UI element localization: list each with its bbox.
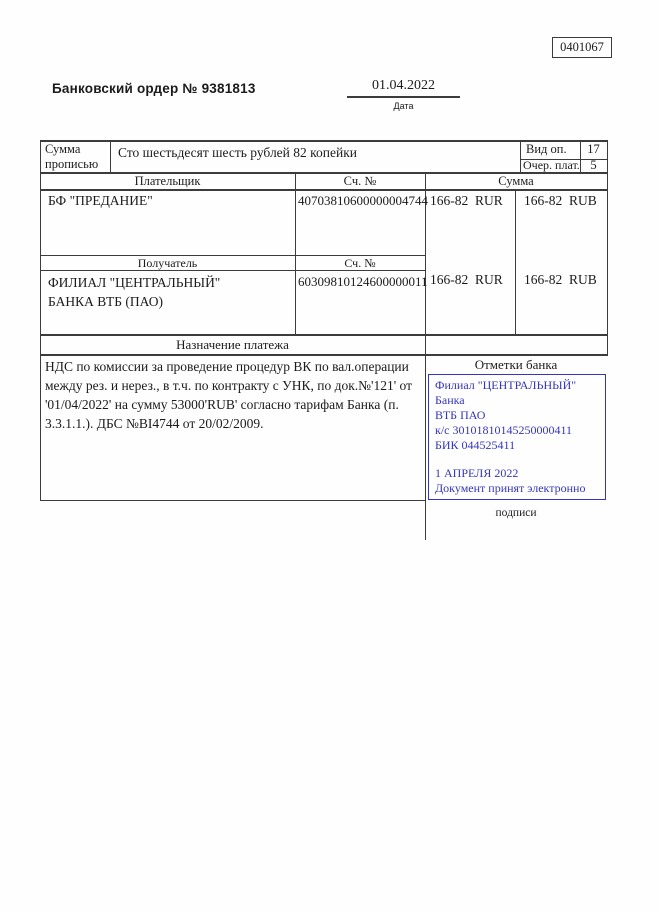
stamp-bank-name-line2: ВТБ ПАО: [435, 408, 486, 422]
payer-header: Плательщик: [134, 174, 201, 188]
account-sum-divider: [425, 172, 426, 540]
receiver-header-bottom-border: [40, 270, 425, 271]
purpose-cell-bottom-border: [40, 500, 425, 501]
payer-amount-rub: 166-82 RUB: [524, 193, 597, 208]
purpose-header-bottom-border: [40, 354, 608, 356]
payment-priority-value: 5: [590, 158, 597, 172]
bank-marks-header: Отметки банка: [474, 357, 558, 372]
account-header: Сч. №: [343, 174, 377, 188]
signatures-label: подписи: [495, 507, 537, 519]
receiver-account-header: Сч. №: [344, 256, 376, 270]
amount-in-words: Сто шестьдесят шесть рублей 82 копейки: [118, 145, 357, 160]
date-block: [347, 78, 460, 111]
header-row-bottom-border: [40, 189, 608, 191]
table-left-border: [40, 140, 41, 500]
purpose-header: Назначение платежа: [176, 337, 289, 352]
stamp-bank-name-line1: Филиал "ЦЕНТРАЛЬНЫЙ" Банка: [435, 378, 577, 407]
receiver-account: 60309810124600000011: [298, 274, 428, 289]
receiver-amount-rur: 166-82 RUR: [430, 272, 503, 287]
name-account-divider: [295, 172, 296, 334]
stamp-bik: БИК 044525411: [435, 438, 516, 452]
amount-in-words-label: Сумма прописью: [45, 142, 99, 171]
op-type-left-divider: [520, 140, 521, 172]
receiver-name: ФИЛИАЛ "ЦЕНТРАЛЬНЫЙ" БАНКА ВТБ (ПАО): [48, 275, 221, 309]
payment-priority-label: Очер. плат.: [523, 158, 580, 172]
payer-name: БФ "ПРЕДАНИЕ": [48, 193, 153, 208]
stamp-status: Документ принят электронно: [435, 481, 586, 495]
payer-amount-rur: 166-82 RUR: [430, 193, 503, 208]
order-table: [40, 140, 608, 540]
date-label: Дата: [393, 101, 414, 111]
form-code-box: [552, 37, 612, 58]
op-type-value: 17: [587, 142, 600, 156]
sum-header: Сумма: [498, 174, 534, 188]
op-type-label: Вид оп.: [526, 142, 567, 156]
payer-account: 40703810600000004744: [298, 193, 428, 208]
document-title: Банковский ордер № 9381813: [52, 81, 256, 96]
receiver-header: Получатель: [137, 256, 198, 270]
stamp-date: 1 АПРЕЛЯ 2022: [435, 466, 519, 480]
date-value: 01.04.2022: [347, 78, 460, 98]
bank-stamp: [428, 374, 606, 500]
purpose-header-top-border: [40, 334, 608, 336]
receiver-amount-rub: 166-82 RUB: [524, 272, 597, 287]
amount-label-divider: [110, 140, 111, 172]
purpose-text: НДС по комиссии за проведение процедур ВК по вал.операции между рез. и нерез., в т.ч. по контракту с УНК, по док.№'121' от '01/04/2022' на сумму 53000'RUB' согласно тарифам Банка (п. 3.3.1.1.). ДБС №BI4744 от 20/02/2009.: [45, 359, 412, 431]
stamp-corr-account: к/с 30101810145250000411: [435, 423, 573, 437]
table-top-border: [40, 140, 608, 142]
form-code: 0401067: [560, 40, 604, 54]
rur-rub-divider: [515, 189, 516, 334]
